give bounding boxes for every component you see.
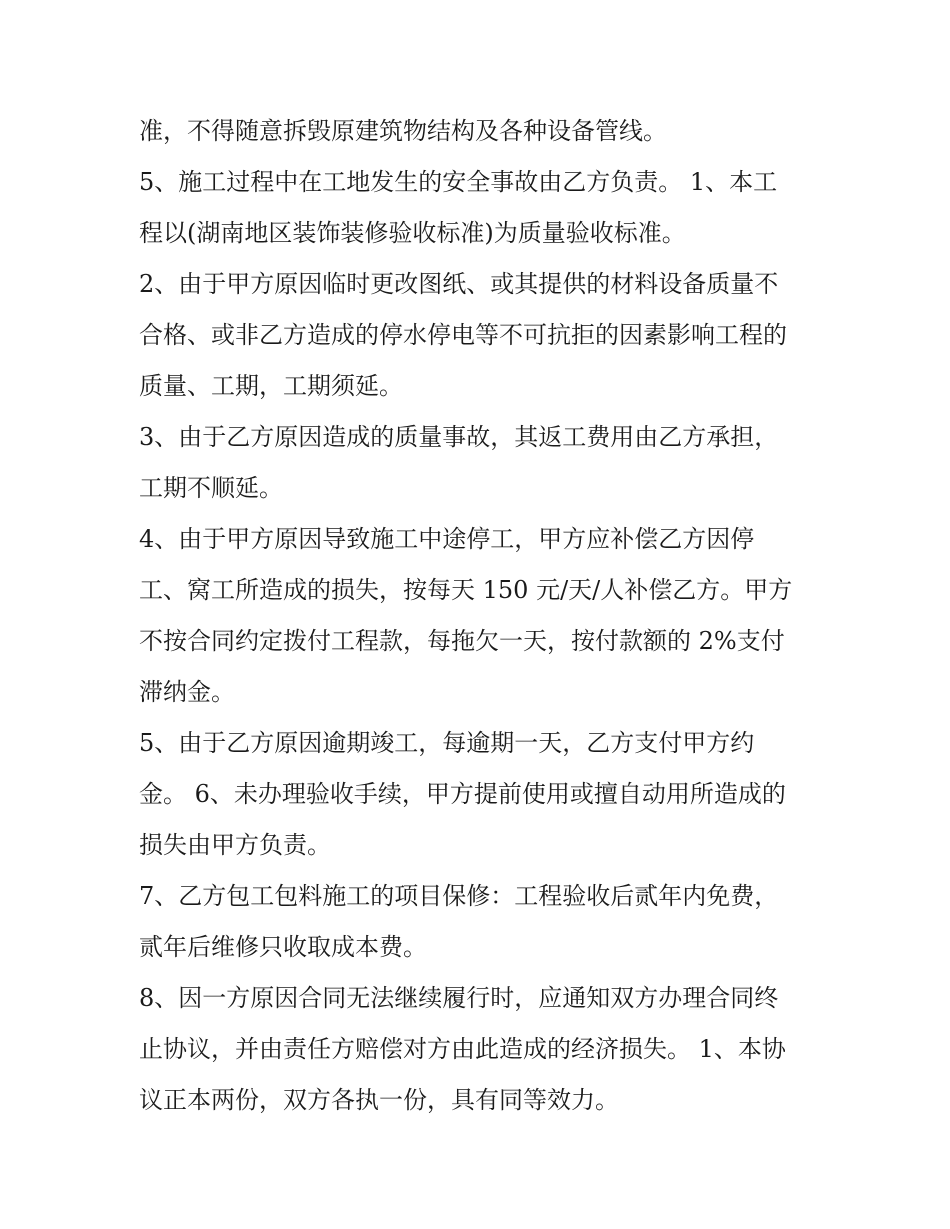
text-line: 5、由于乙方原因逾期竣工，每逾期一天，乙方支付甲方约 — [139, 729, 755, 757]
text-line: 工期不顺延。 — [139, 474, 283, 502]
contract-text — [139, 106, 829, 1126]
text-line: 8、因一方原因合同无法继续履行时，应通知双方办理合同终 — [139, 984, 779, 1012]
text-line: 合格、或非乙方造成的停水停电等不可抗拒的因素影响工程的 — [139, 321, 787, 349]
text-line: 7、乙方包工包料施工的项目保修：工程验收后贰年内免费， — [139, 882, 779, 910]
text-line: 准，不得随意拆毁原建筑物结构及各种设备管线。 — [139, 117, 667, 145]
text-line: 不按合同约定拨付工程款，每拖欠一天，按付款额的 2%支付 — [139, 627, 785, 655]
text-line: 4、由于甲方原因导致施工中途停工，甲方应补偿乙方因停 — [139, 525, 755, 553]
text-line: 程以(湖南地区装饰装修验收标准)为质量验收标准。 — [139, 219, 686, 247]
text-line: 议正本两份，双方各执一份，具有同等效力。 — [139, 1086, 619, 1114]
text-line: 止协议，并由责任方赔偿对方由此造成的经济损失。 1、本协 — [139, 1035, 786, 1063]
text-line: 2、由于甲方原因临时更改图纸、或其提供的材料设备质量不 — [139, 270, 779, 298]
text-line: 质量、工期，工期须延。 — [139, 372, 403, 400]
text-line: 工、窝工所造成的损失，按每天 150 元/天/人补偿乙方。甲方 — [139, 576, 793, 604]
text-line: 贰年后维修只收取成本费。 — [139, 933, 427, 961]
text-line: 3、由于乙方原因造成的质量事故，其返工费用由乙方承担， — [139, 423, 779, 451]
text-line: 滞纳金。 — [139, 678, 235, 706]
text-line: 损失由甲方负责。 — [139, 831, 331, 859]
text-line: 金。 6、未办理验收手续，甲方提前使用或擅自动用所造成的 — [139, 780, 786, 808]
text-line: 5、施工过程中在工地发生的安全事故由乙方负责。 1、本工 — [139, 168, 778, 196]
